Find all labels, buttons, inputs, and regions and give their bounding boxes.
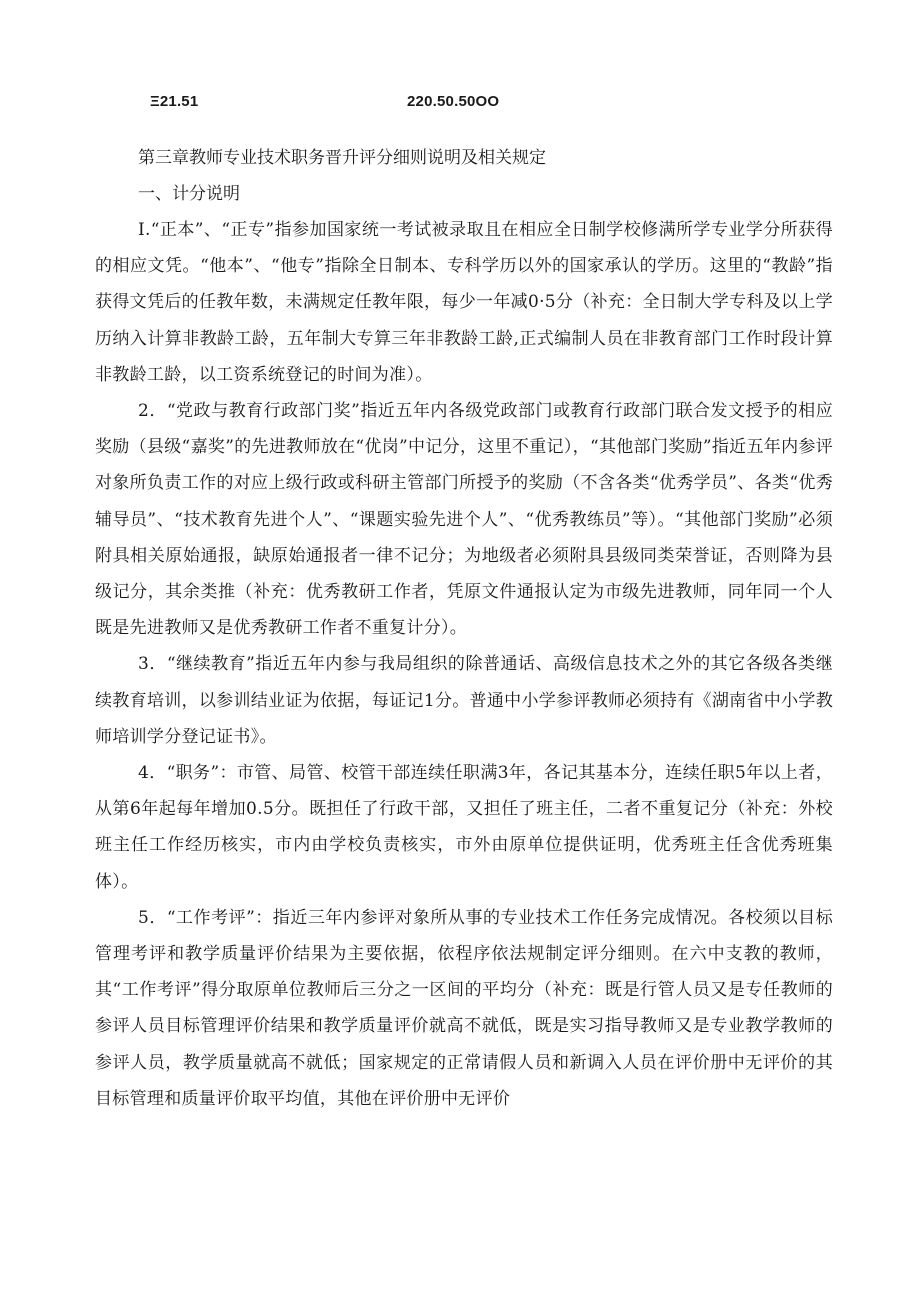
header-left-code: Ξ21.51 (150, 93, 199, 110)
chapter-title: 第三章教师专业技术职务晋升评分细则说明及相关规定 (138, 148, 546, 168)
body-text (95, 212, 833, 1117)
section-title: 一、计分说明 (138, 184, 240, 204)
paragraph-4: 4．“职务”：市管、局管、校管干部连续任职满3年，各记其基本分，连续任职5年以上者，从第6年起每年增加0.5分。既担任了行政干部，又担任了班主任，二者不重复记分（补充：外校班主任工作经历核实，市内由学校负责核实，市外由原单位提供证明，优秀班主任含优秀班集体）。 (95, 763, 833, 892)
header-codes (150, 93, 670, 117)
paragraph-3: 3．“继续教育”指近五年内参与我局组织的除普通话、高级信息技术之外的其它各级各类继续教育培训，以参训结业证为依据，每证记1分。普通中小学参评教师必须持有《湖南省中小学教师培训学分登记证书》。 (95, 654, 833, 747)
paragraph-1: I.“正本”、“正专”指参加国家统一考试被录取且在相应全日制学校修满所学专业学分所获得的相应文凭。“他本”、“他专”指除全日制本、专科学历以外的国家承认的学历。这里的“教龄”指获得文凭后的任教年数，未满规定任教年限，每少一年减0·5分（补充：全日制大学专科及以上学历纳入计算非教龄工龄，五年制大专算三年非教龄工龄,正式编制人员在非教育部门工作时段计算非教龄工龄，以工资系统登记的时间为准）。 (95, 220, 833, 385)
paragraph-2: 2．“党政与教育行政部门奖”指近五年内各级党政部门或教育行政部门联合发文授予的相应奖励（县级“嘉奖”的先进教师放在“优岗”中记分，这里不重记），“其他部门奖励”指近五年内参评对象所负责工作的对应上级行政或科研主管部门所授予的奖励（不含各类“优秀学员”、各类“优秀辅导员”、“技术教育先进个人”、“课题实验先进个人”、“优秀教练员”等）。“其他部门奖励”必须附具相关原始通报，缺原始通报者一律不记分；为地级者必须附具县级同类荣誉证，否则降为县级记分，其余类推（补充：优秀教研工作者，凭原文件通报认定为市级先进教师，同年同一个人既是先进教师又是优秀教研工作者不重复计分）。 (95, 401, 833, 639)
paragraph-5: 5．“工作考评”：指近三年内参评对象所从事的专业技术工作任务完成情况。各校须以目标管理考评和教学质量评价结果为主要依据，依程序依法规制定评分细则。在六中支教的教师，其“工作考评”得分取原单位教师后三分之一区间的平均分（补充：既是行管人员又是专任教师的参评人员目标管理评价结果和教学质量评价就高不就低，既是实习指导教师又是专业教学教师的参评人员，教学质量就高不就低；国家规定的正常请假人员和新调入人员在评价册中无评价的其目标管理和质量评价取平均值，其他在评价册中无评价 (95, 907, 833, 1109)
header-right-code: 220.50.50OO (407, 93, 500, 110)
